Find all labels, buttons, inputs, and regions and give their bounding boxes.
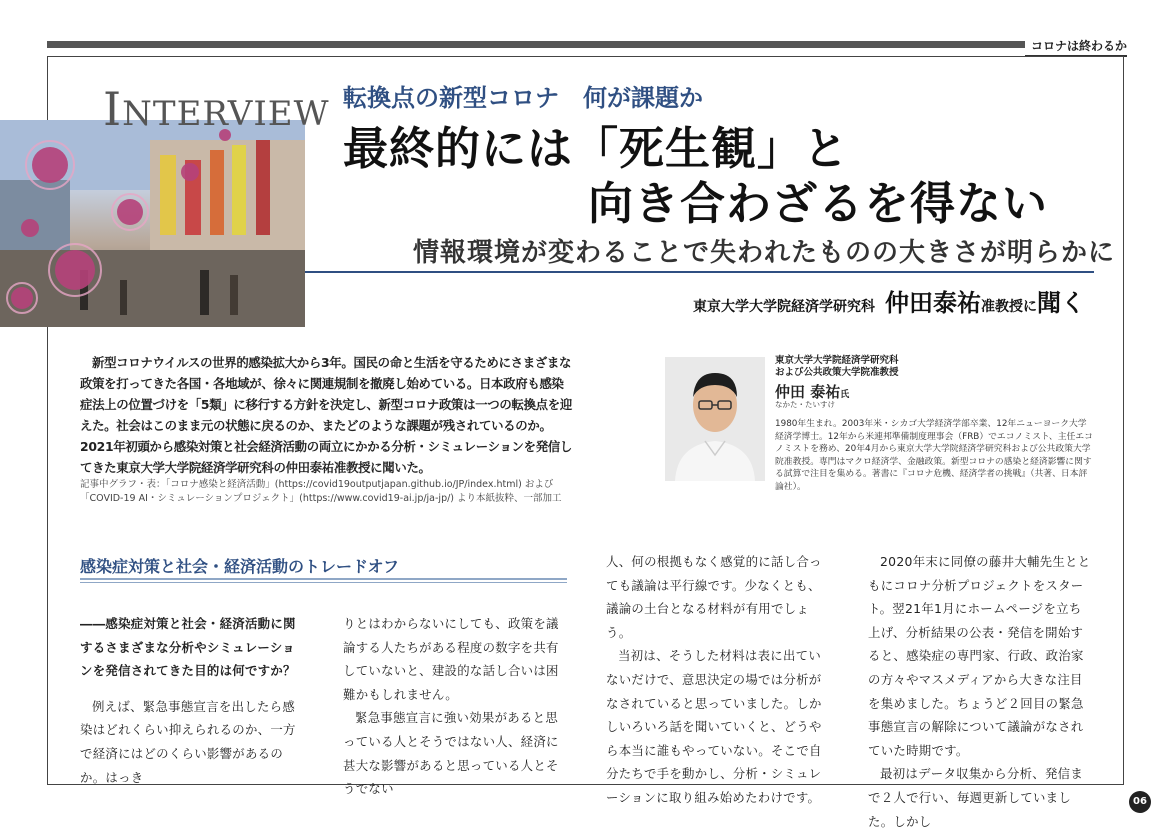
body-column-3 xyxy=(606,550,832,810)
headline-subhead: 転換点の新型コロナ 何が課題か xyxy=(343,84,703,112)
body-paragraph: 当初は、そうした材料は表に出ていないだけで、意思決定の場では分析がなされていると思っていました。しかしいろいろ話を聞いていくと、どうやら本当に誰もやっていない。そこで自分たちで手を動かし、分析・シミュレーションに取り組み始めたわけです。 xyxy=(606,648,822,805)
byline-name: 仲田泰祐 xyxy=(885,288,981,317)
body-paragraph: りとはわからないにしても、政策を議論する人たちがある程度の数字を共有していないと、建設的な話し合いは困難かもしれません。 xyxy=(343,616,559,702)
headline-title-line2: 向き合わざるを得ない xyxy=(588,177,1049,230)
body-column-1 xyxy=(80,612,306,789)
byline-verb: 聞く xyxy=(1037,288,1085,317)
photo-illustration xyxy=(0,120,305,327)
body-paragraph: 人、何の根拠もなく感覚的に話し合っても議論は平行線です。少なくとも、議論の土台となる材料が有用でしょう。 xyxy=(606,554,822,640)
section-heading-rule-thin xyxy=(80,582,567,583)
section-heading-rule xyxy=(80,578,567,580)
interview-logo-rest: NTERVIEW xyxy=(122,94,330,134)
interview-logo-initial: I xyxy=(103,82,123,136)
profile-reading: なかた・たいすけ xyxy=(775,400,835,409)
top-rule xyxy=(47,41,1027,48)
body-column-4 xyxy=(868,550,1094,833)
byline xyxy=(693,283,1085,318)
interview-logo xyxy=(103,82,330,136)
section-tag: コロナは終わるか xyxy=(1025,37,1127,54)
profile-bio: 1980年生まれ。2003年米・シカゴ大学経済学部卒業、12年ニューヨーク大学経済学博士。12年から米連邦準備制度理事会（FRB）でエコノミスト、主任エコノミストを務め、20年4月から東京大学大学院経済学研究科および公共政策大学院准教授。専門はマクロ経済学、金融政策。新型コロナの感染と経済影響に関する試算で注目を集める。著書に『コロナ危機、経済学者の挑戦』（共著、日本評論社）。 xyxy=(775,419,1093,492)
profile-affiliation-line1: 東京大学大学院経済学研究科 xyxy=(775,355,899,366)
body-paragraph: 2020年末に同僚の藤井大輔先生とともにコロナ分析プロジェクトをスタート。翌21年1月にホームページを立ち上げ、分析結果の公表・発信を開始すると、感染症の専門家、行政、政治家の方々やマスメディアから大きな注目を集めました。ちょうど２回目の緊急事態宣言の解除について議論がなされていた時期です。 xyxy=(868,554,1091,758)
interview-question: ――感染症対策と社会・経済活動に関するさまざまな分析やシミュレーションを発信されてきた目的は何ですか？ xyxy=(80,616,296,679)
body-column-2 xyxy=(343,612,569,801)
street-photo xyxy=(0,120,305,327)
byline-role: 准教授に xyxy=(981,299,1037,315)
profile-affiliation-line2: および公共政策大学院准教授 xyxy=(775,367,899,378)
profile-affiliation xyxy=(775,355,899,379)
headline-title-line3: 情報環境が変わることで失われたものの大きさが明らかに xyxy=(413,238,1116,268)
lead-paragraph: 新型コロナウイルスの世界的感染拡大から3年。国民の命と生活を守るためにさまざまな政策を打ってきた各国・各地域が、徐々に関連規制を撤廃し始めている。日本政府も感染症法上の位置づけを「5類」に移行する方針を決定し、新型コロナ政策は一つの転換点を迎えた。社会はこのまま元の状態に戻るのか、またどのような課題が残されているのか。2021年初頭から感染対策と社会経済活動の両立にかかる分析・シミュレーションを発信してきた東京大学大学院経済学研究科の仲田泰祐准教授に聞いた。 xyxy=(80,355,572,475)
source-credit: 記事中グラフ・表：「コロナ感染と経済活動」(https://covid19outputjapan.github.io/JP/index.html) および「COVID-19 AI・シミュレーションプロジェクト」(https://www.covid19-ai.jp/ja-jp/) より本紙抜粋、一部加工 xyxy=(80,479,562,504)
headline-rule xyxy=(305,271,1094,273)
byline-affiliation: 東京大学大学院経済学研究科 xyxy=(693,299,875,315)
profile-name: 仲田 泰祐 xyxy=(775,383,841,401)
profile-honorific: 氏 xyxy=(840,390,850,400)
portrait-illustration xyxy=(665,357,765,481)
body-paragraph: 最初はデータ収集から分析、発信まで２人で行い、毎週更新していました。しかし xyxy=(868,766,1084,829)
headline-title-line1: 最終的には「死生観」と xyxy=(343,122,850,175)
body-paragraph: 緊急事態宣言に強い効果があると思っている人とそうではない人、経済に甚大な影響があると思っている人とそうでない xyxy=(343,710,559,797)
page-number: 06 xyxy=(1129,791,1151,813)
answer-paragraph: 例えば、緊急事態宣言を出したら感染はどれくらい抑えられるのか、一方で経済にはどのくらい影響があるのか。はっき xyxy=(80,698,296,785)
section-heading: 感染症対策と社会・経済活動のトレードオフ xyxy=(80,557,400,576)
author-portrait xyxy=(665,357,765,481)
